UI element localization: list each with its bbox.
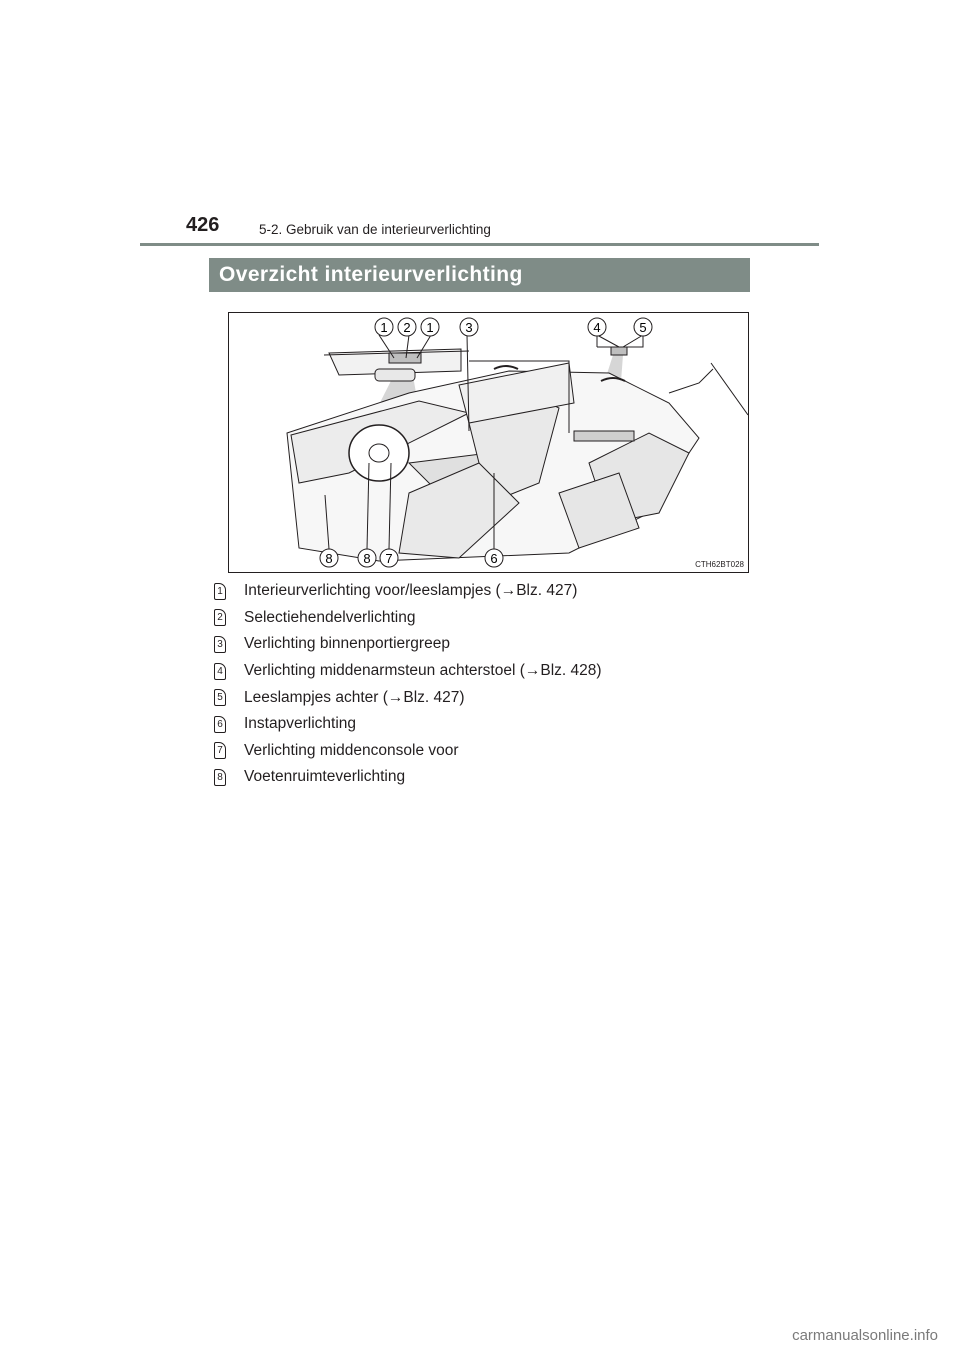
figure-code: CTH62BT028 — [695, 560, 744, 569]
callout-label: 4 — [593, 320, 601, 335]
callout-label: 2 — [403, 320, 411, 335]
callout-label: 3 — [465, 320, 473, 335]
car-interior-drawing — [229, 313, 748, 572]
callout-label: 6 — [490, 551, 498, 566]
callout-label: 8 — [325, 551, 333, 566]
watermark[interactable]: carmanualsonline.info — [792, 1327, 938, 1344]
legend-item — [214, 764, 602, 791]
legend-item — [214, 658, 602, 685]
section-title: 5-2. Gebruik van de interieurverlichting — [259, 222, 491, 237]
legend-text: Verlichting middenconsole voor — [244, 741, 459, 759]
legend-item — [214, 578, 602, 605]
callout-label: 1 — [426, 320, 434, 335]
legend-number: 6 — [214, 716, 226, 733]
legend-text: Selectiehendelverlichting — [244, 608, 416, 626]
legend-number: 1 — [214, 583, 226, 600]
callout-label: 5 — [639, 320, 647, 335]
legend-text: Voetenruimteverlichting — [244, 768, 406, 786]
callout-label: 8 — [363, 551, 371, 566]
legend-text: Leeslampjes achter (→Blz. 427) — [244, 688, 465, 706]
page-number: 426 — [186, 214, 220, 236]
interior-lighting-illustration — [228, 312, 749, 573]
callout-label: 7 — [385, 551, 393, 566]
legend-item — [214, 605, 602, 632]
legend-text: Verlichting middenarmsteun achterstoel (→Blz. 428) — [244, 662, 602, 680]
heading-bar — [209, 258, 750, 292]
legend-item — [214, 711, 602, 738]
legend-number: 8 — [214, 769, 226, 786]
legend-item — [214, 684, 602, 711]
legend-text: Interieurverlichting voor/leeslampjes (→Blz. 427) — [244, 582, 578, 600]
heading-text: Overzicht interieurverlichting — [219, 263, 523, 286]
callout-label: 1 — [380, 320, 388, 335]
legend-item — [214, 631, 602, 658]
legend-text: Verlichting binnenportiergreep — [244, 635, 450, 653]
legend-item — [214, 738, 602, 765]
legend-number: 7 — [214, 742, 226, 759]
legend-number: 2 — [214, 609, 226, 626]
legend-number: 5 — [214, 689, 226, 706]
legend-list — [214, 578, 602, 791]
legend-number: 3 — [214, 636, 226, 653]
legend-text: Instapverlichting — [244, 715, 357, 733]
legend-number: 4 — [214, 663, 226, 680]
header-rule — [140, 243, 819, 246]
